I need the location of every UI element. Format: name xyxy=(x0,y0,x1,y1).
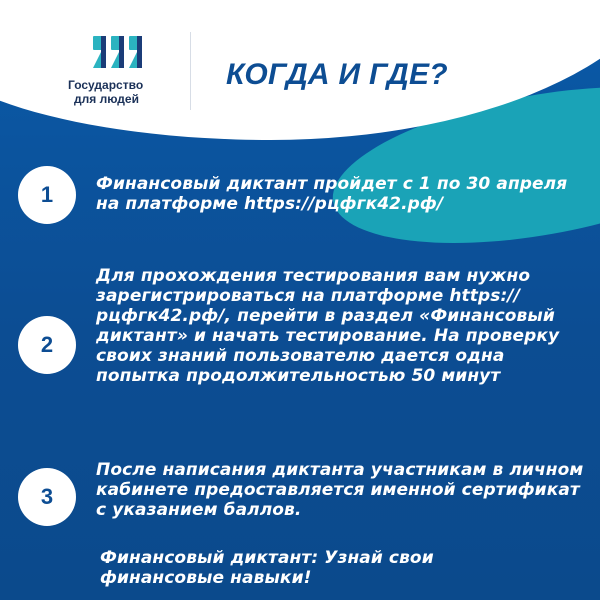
step-3-badge xyxy=(18,468,76,526)
step-2-number: 2 xyxy=(40,332,54,357)
state-for-people-logo-icon xyxy=(92,34,144,70)
brand-logo xyxy=(68,34,168,106)
header-divider xyxy=(190,32,191,110)
brand-line-2: для людей xyxy=(74,92,139,106)
step-3-text: После написания диктанта участникам в личном кабинете предоставляется именной сертификат с указанием баллов. xyxy=(96,460,584,520)
brand-line-1: Государство xyxy=(68,78,144,92)
step-1-text: Финансовый диктант пройдет с 1 по 30 апреля на платформе https://рцфгк42.рф/ xyxy=(96,174,568,214)
brand-name xyxy=(68,78,168,106)
step-1-number: 1 xyxy=(40,182,54,207)
step-2-badge xyxy=(18,316,76,374)
step-2-text: Для прохождения тестирования вам нужно зарегистрироваться на платформе https:// рцфгк42.рф/, перейти в раздел «Финансовый диктант» и начать тестирование. На проверку своих знаний пользователю дается одна попытка продолжительностью 50 минут xyxy=(96,266,560,386)
step-1-badge xyxy=(18,166,76,224)
step-3-number: 3 xyxy=(40,484,54,509)
footer-tagline: Финансовый диктант: Узнай свои финансовые навыки! xyxy=(100,548,434,588)
page-title: КОГДА И ГДЕ? xyxy=(226,58,448,91)
